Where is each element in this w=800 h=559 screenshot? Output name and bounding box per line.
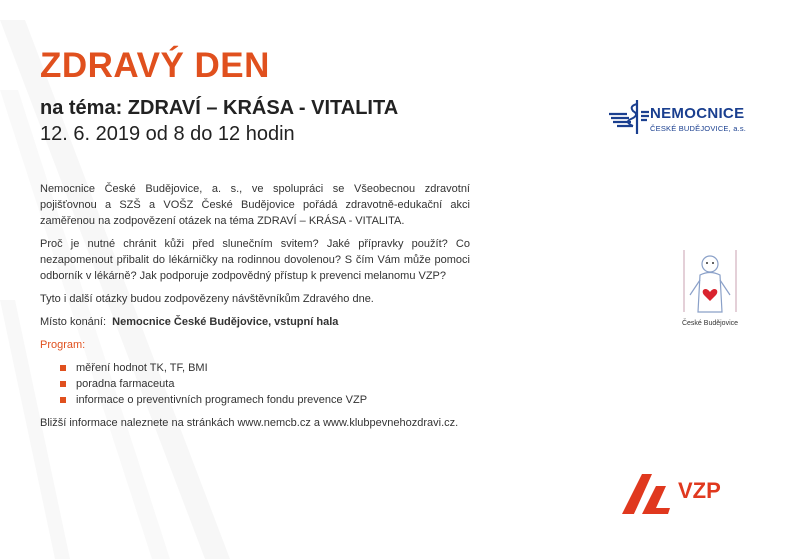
questions-paragraph: Proč je nutné chránit kůži před slunečním svitem? Jaké přípravky použít? Co nezapomenout přibalit do lékárničky na rodinnou dovolenou? S čím Vám může pomoci odborník v lékárně? Jak podporuje zodpovědný přístup k prevenci melanomu VZP? <box>40 238 470 282</box>
caduceus-icon <box>607 96 649 136</box>
page-subtitle: na téma: ZDRAVÍ – KRÁSA - VITALITA <box>40 97 399 119</box>
bullet-icon <box>60 397 66 403</box>
program-list <box>40 360 470 408</box>
body-text <box>40 181 470 438</box>
vzp-text: VZP <box>678 478 721 503</box>
list-item: informace o preventivních programech fondu prevence VZP <box>40 392 470 408</box>
intro-paragraph: Nemocnice České Budějovice, a. s., ve spolupráci se Všeobecnou zdravotní pojišťovnou a SZŠ a VOŠZ České Budějovice pořádá zdravotně-edukační akci zaměřenou na zodpovězení otázek na téma ZDRAVÍ – KRÁSA - VITALITA. <box>40 183 470 227</box>
answer-paragraph: Tyto i další otázky budou zodpovězeny návštěvníkům Zdravého dne. <box>40 293 374 305</box>
bullet-icon <box>60 365 66 371</box>
list-item: poradna farmaceuta <box>40 376 470 392</box>
school-emblem-icon <box>670 240 750 320</box>
school-city: České Budějovice <box>681 320 739 327</box>
vzp-logo <box>620 468 740 518</box>
school-logo <box>670 240 750 340</box>
page-title: ZDRAVÝ DEN <box>40 46 270 85</box>
hospital-city: ČESKÉ BUDĚJOVICE, a.s. <box>650 124 747 133</box>
vzp-mark-icon <box>620 468 676 518</box>
venue-value: Nemocnice České Budějovice, vstupní hala <box>112 316 339 328</box>
venue-label: Místo konání: <box>40 316 107 328</box>
hospital-logo <box>607 96 777 136</box>
bullet-icon <box>60 381 66 387</box>
event-date: 12. 6. 2019 od 8 do 12 hodin <box>40 123 295 145</box>
more-info-paragraph: Bližší informace naleznete na stránkách www.nemcb.cz a www.klubpevnehozdravi.cz. <box>40 417 459 429</box>
program-label: Program: <box>40 339 86 351</box>
venue-line <box>40 314 470 330</box>
list-item: měření hodnot TK, TF, BMI <box>40 360 470 376</box>
hospital-name: NEMOCNICE <box>650 105 745 122</box>
